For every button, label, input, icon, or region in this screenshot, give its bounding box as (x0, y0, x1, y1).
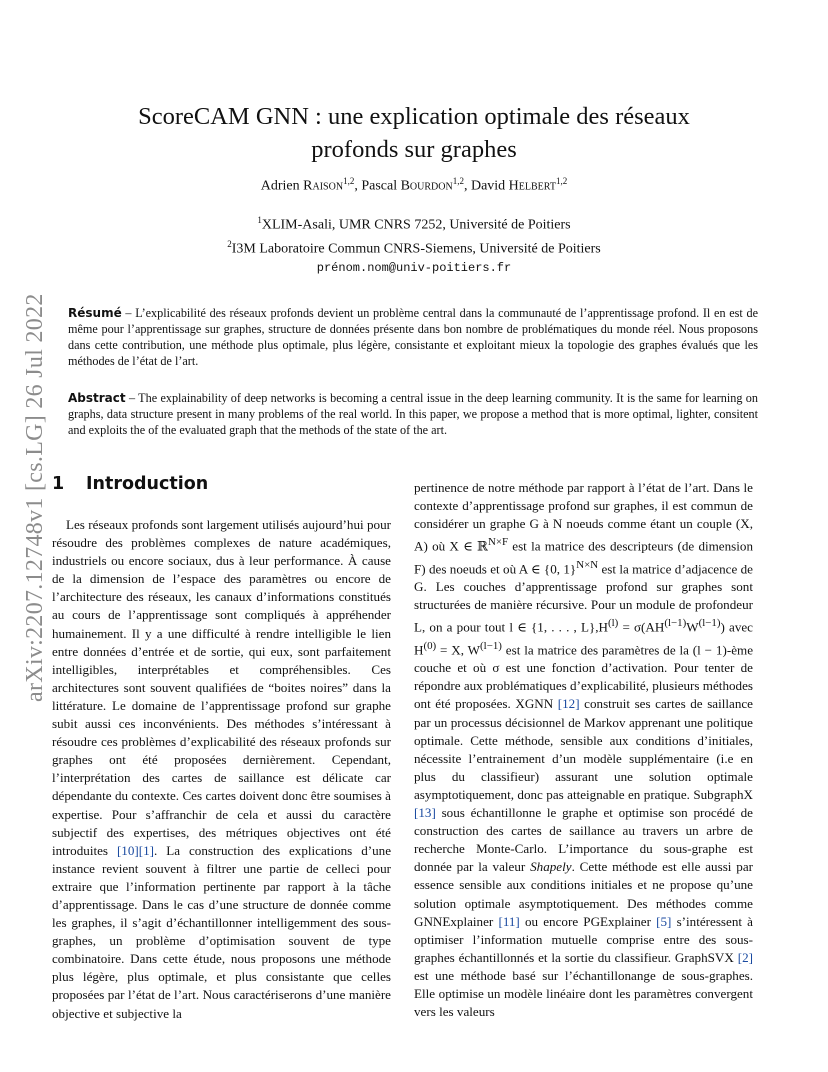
italic-term: Shapely (530, 859, 572, 875)
author-3-first: David (470, 178, 509, 194)
section-title: Introduction (86, 474, 209, 494)
math-superscript: (l−1) (480, 639, 502, 652)
math-superscript: N×F (487, 536, 509, 549)
section-number: 1 (52, 474, 65, 494)
citation-link[interactable]: [5] (656, 913, 672, 929)
author-2-affil: 1,2 (452, 176, 464, 186)
left-column (52, 516, 391, 1023)
affiliation-1-sup: 1 (257, 215, 262, 225)
right-text: W (686, 619, 699, 635)
math-superscript: (0) (423, 639, 437, 652)
left-text-a: Les réseaux profonds sont largement utilisés aujourd’hui pour résoudre des problèmes complexes de nature académiques, industriels ou encore sociaux, dus à leur performance. À cause de la dimension de l’espace des paramètres ou encore de l’architecture des réseaux, les canaux d’informations constitués au cours de l’apprentissage sont compliqués à appréhender humainement. Il y a une difficulté à rendre intelligible le lien entre données d’entrée et de sortie, qui eux, sont parfaitement intelligibles, interprétables et compréhensibles. Ces architectures sont souvent qualifiées de “boites noires” dans la littérature. Le domaine de l’apprentissage profond sur graphe subit aussi ces inconvénients. Des méthodes s’intéressant à résoudre ces problèmes d’explicabilité des réseaux profonds sur graphes ont été proposées dernièrement. Cependant, l’interprétation des cartes de saillance est délicate car dépendante du contexte. Ces cartes doivent donc être soumises à expertise. Pour s’affranchir de cela et aussi du caractère subjectif des expertises, des métriques objectives ont été introduites (52, 517, 391, 858)
abstract-fr-label: Résumé (68, 306, 122, 320)
abstract-fr-text: L’explicabilité des réseaux profonds devient un problème central dans la communauté de l’apprentissage profond. Il en est de même pour l’apprentissage sur graphes, structure de données présente dans bon nombre de problématiques du monde réel. Nous proposons dans cette contribution, une méthode plus optimale, plus légère, consistante et exploitant mieux la topologie des graphes évalués que les méthodes de l’état de l’art. (68, 306, 759, 368)
affiliation-2-text: I3M Laboratoire Commun CNRS-Siemens, Université de Poitiers (231, 241, 601, 257)
author-3-affil: 1,2 (555, 176, 568, 186)
abstract-en-dash: – (125, 391, 139, 405)
author-sep-1: , (354, 178, 362, 194)
author-sep-2: , (463, 178, 471, 194)
author-2-last: Bourdon (400, 178, 453, 194)
citation-link[interactable]: [1] (138, 842, 155, 858)
intro-paragraph-1 (52, 516, 391, 1023)
intro-paragraph-1-continued (414, 479, 753, 1021)
author-2-first: Pascal (361, 178, 401, 194)
citation-link[interactable]: [13] (414, 805, 436, 821)
right-text: est la matrice des paramètres de la (l − 1)-ème couche et où σ est une fonction d’activation. Pour tenter de répondre aux problématiques d’explicabilité, plusieurs méthodes ont été proposées. XGNN (414, 642, 753, 712)
math-superscript: (l) (607, 617, 619, 630)
author-3-last: Helbert (508, 178, 556, 194)
title-line-2: profonds sur graphes (311, 136, 517, 163)
right-text: est la matrice des descripteurs (de dimension F) des noeuds et où A ∈ {0, 1} (414, 538, 753, 577)
right-text: ou encore PGExplainer (519, 913, 657, 929)
abstract-french (68, 305, 758, 369)
title-line-1: ScoreCAM GNN : une explication optimale des réseaux (138, 103, 690, 130)
affiliation-2-sup: 2 (227, 239, 232, 249)
left-text-b: . La construction des explications d’une instance revient souvent à filtrer une partie de celleci pour extraire que l’information pertinente par rapport à la tâche d’apprentissage. Dans le cas d’une structure de donnée comme les graphes, il s’agit d’échantillonner intelligemment des sous-graphes, un problème d’optimisation souvent de type combinatoire. Dans cette étude, nous proposons une méthode plus légère, plus optimale, et plus consistante que celles proposées par l’état de l’art. Nous caractériserons d’une manière objective et subjective la (52, 842, 392, 1021)
author-1-last: Raison (303, 178, 344, 194)
author-email[interactable]: prénom.nom@univ-poitiers.fr (316, 261, 512, 275)
right-text: est la matrice d’adjacence de G. Les couches d’apprentissage profond sur graphes sont structurées de manière récursive. Pour un module de profondeur L, on a pour tout l ∈ {1, . . . , L},H (414, 561, 753, 635)
paper-title (80, 100, 748, 166)
section-heading-introduction (52, 474, 208, 494)
right-column (414, 479, 753, 1021)
math-superscript: (l−1) (698, 617, 721, 630)
abstract-fr-dash: – (121, 306, 136, 320)
citation-link[interactable]: [11] (498, 913, 520, 929)
math-superscript: (l−1) (664, 617, 687, 630)
author-1-first: Adrien (260, 178, 304, 194)
abstract-en-text: The explainability of deep networks is becoming a central issue in the deep learning community. It is the same for learning on graphs, data structure present in many problems of the real world. In this paper, we propose a method that is more optimal, lighter, consitent and exploits the of the evaluated graph that the methods of the state of the art. (68, 391, 758, 437)
citation-link[interactable]: [2] (737, 949, 753, 965)
right-text: ) avec H (414, 619, 753, 658)
citation-link[interactable]: [10] (116, 842, 139, 858)
math-superscript: N×N (576, 558, 599, 571)
right-text: = σ(AH (618, 619, 665, 635)
affiliation-1-text: XLIM-Asali, UMR CNRS 7252, Université de Poitiers (261, 217, 571, 233)
right-text: = X, W (436, 642, 481, 658)
arxiv-stamp: arXiv:2207.12748v1 [cs.LG] 26 Jul 2022 (22, 293, 48, 702)
right-text: est une méthode basé sur l’échantillonange de sous-graphes. Elle optimise un modèle linéaire dont les paramètres convergent vers les valeurs (414, 967, 753, 1020)
author-1-affil: 1,2 (343, 176, 355, 186)
affiliation-2 (80, 239, 748, 258)
author-list (80, 176, 748, 195)
right-text: sous échantillonne le graphe et optimise son procédé de construction des cartes de saillance au travers un arbre de recherche Monte-Carlo. L’importance du sous-graphe est donnée par la valeur (414, 805, 753, 875)
abstract-english (68, 390, 758, 438)
right-text: pertinence de notre méthode par rapport à l’état de l’art. Dans le contexte d’apprentissage profond sur graphes, il est commun de considérer un graphe G à N noeuds comme étant un couple (X, A) où X ∈ ℝ (414, 480, 753, 554)
abstract-en-label: Abstract (68, 391, 126, 405)
affiliation-1 (80, 215, 748, 234)
right-text: construit ses cartes de saillance par un processus décisionnel de Markov apprenant une politique optimale. Cette méthode, sensible aux conditions d’initiales, nécessite l’entrainement d’un modèle supplémentaire (i.e en plus du classifieur) assurant une solution optimale asymptotiquement, donc pas atteignable en pratique. SubgraphX (414, 696, 753, 802)
right-text: . Cette méthode est elle aussi par essence sensible aux conditions initiales et ne propose qu’une solution optimale asymptotiquement. Des méthodes comme GNNExplainer (414, 859, 754, 929)
citation-link[interactable]: [12] (557, 696, 580, 712)
right-text: s’intéressent à optimiser l’information mutuelle comprise entre des sous-graphes échantillonnés et la sortie du classifieur. GraphSVX (414, 913, 753, 965)
